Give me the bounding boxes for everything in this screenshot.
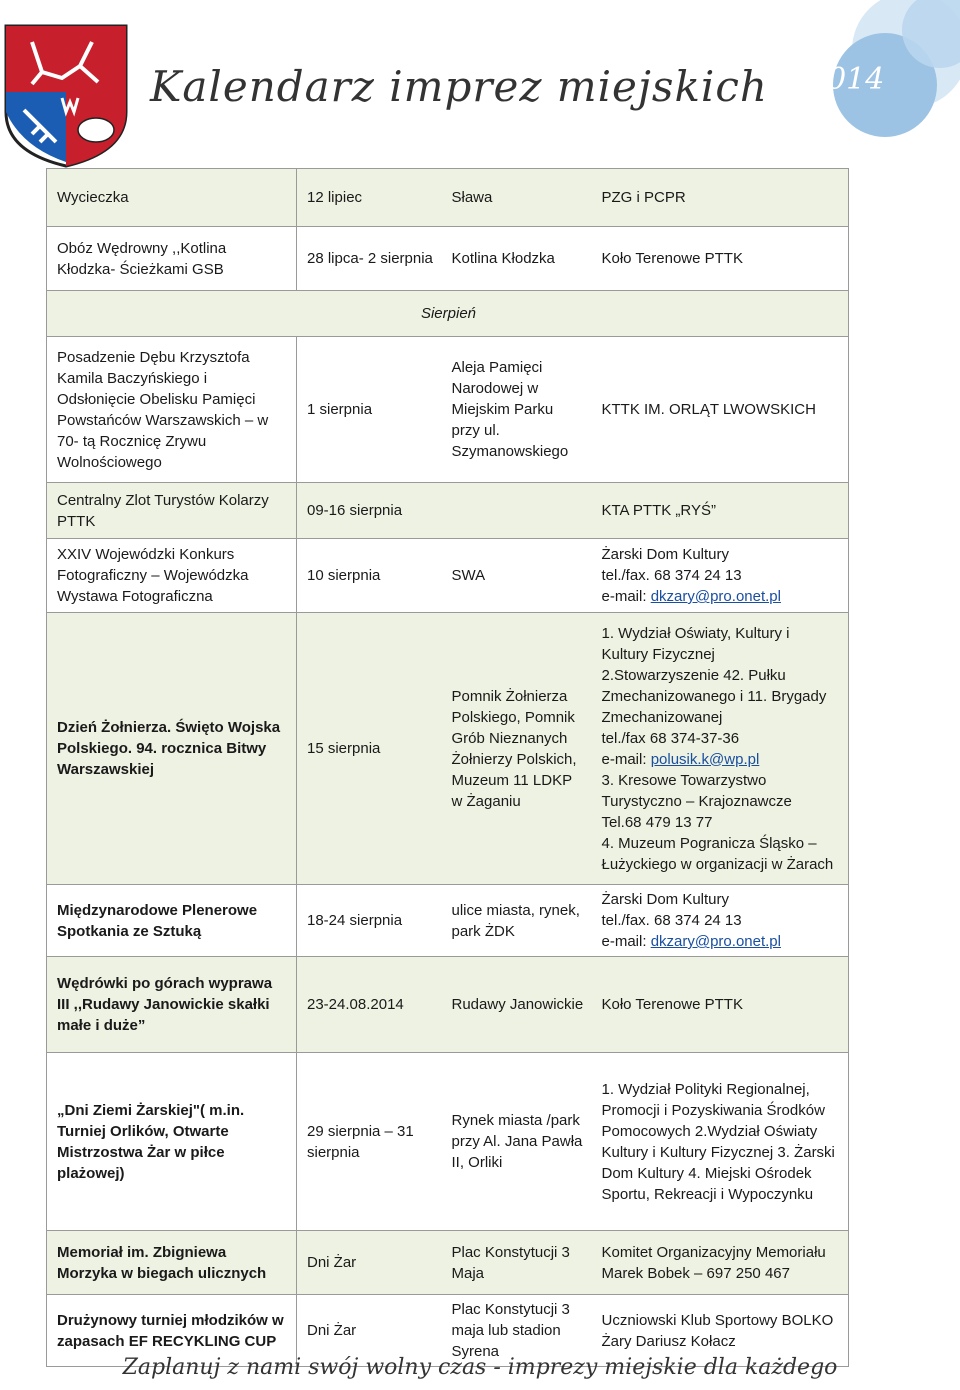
table-row — [47, 227, 849, 291]
organizer-item: 3. Kresowe Towarzystwo Turystyczno – Krajoznawcze — [601, 771, 792, 810]
page-footer: Zaplanuj z nami swój wolny czas - imprezy miejskie dla każdego — [122, 1355, 838, 1380]
table-row — [47, 337, 849, 483]
date-cell: Dni Żar — [297, 1295, 442, 1367]
event-cell: Wycieczka — [47, 169, 297, 227]
event-cell: Międzynarodowe Plenerowe Spotkania ze Sztuką — [47, 885, 297, 957]
organizer-cell: KTA PTTK „RYŚ” — [592, 483, 849, 539]
organizer-name: Żarski Dom Kultury — [601, 546, 730, 563]
event-cell: Centralny Zlot Turystów Kolarzy PTTK — [47, 483, 297, 539]
place-cell: Sława — [442, 169, 592, 227]
organizer-cell: Koło Terenowe PTTK — [592, 957, 849, 1053]
event-cell: Posadzenie Dębu Krzysztofa Kamila Baczyńskiego i Odsłonięcie Obelisku Pamięci Powstańców Warszawskich – w 70- tą Rocznicę Zrywu Wolnościowego — [47, 337, 297, 483]
organizer-cell: KTTK IM. ORLĄT LWOWSKICH — [592, 337, 849, 483]
date-cell: 29 sierpnia – 31 sierpnia — [297, 1053, 442, 1231]
table-row — [47, 1053, 849, 1231]
place-cell: SWA — [442, 539, 592, 613]
date-cell: 15 sierpnia — [297, 613, 442, 885]
organizer-cell: PZG i PCPR — [592, 169, 849, 227]
place-cell — [442, 483, 592, 539]
organizer-name: Żarski Dom Kultury — [601, 891, 730, 908]
table-row — [47, 483, 849, 539]
event-cell: Obóz Wędrowny ,,Kotlina Kłodzka- Ścieżkami GSB — [47, 227, 297, 291]
date-cell: 28 lipca- 2 sierpnia — [297, 227, 442, 291]
place-cell: Plac Konstytucji 3 maja lub stadion Syrena — [442, 1295, 592, 1367]
date-cell: 10 sierpnia — [297, 539, 442, 613]
organizer-cell: Koło Terenowe PTTK — [592, 227, 849, 291]
event-cell: Drużynowy turniej młodzików w zapasach EF RECYKLING CUP — [47, 1295, 297, 1367]
email-label: e-mail: — [601, 933, 651, 950]
email-link[interactable]: polusik.k@wp.pl — [650, 750, 760, 768]
organizer-item: 4. Muzeum Pogranicza Śląsko – Łużyckiego w organizacji w Żarach — [601, 834, 834, 873]
year-label: 2014 — [808, 62, 885, 97]
date-cell: 18-24 sierpnia — [297, 885, 442, 957]
date-cell: 12 lipiec — [297, 169, 442, 227]
organizer-phone: Tel.68 479 13 77 — [601, 813, 713, 831]
events-table — [46, 168, 849, 1367]
event-cell: XXIV Wojewódzki Konkurs Fotograficzny – Wojewódzka Wystawa Fotograficzna — [47, 539, 297, 613]
place-cell: ulice miasta, rynek, park ŻDK — [442, 885, 592, 957]
date-cell: 1 sierpnia — [297, 337, 442, 483]
page-number: 9 — [798, 38, 809, 58]
organizer-phone: tel./fax. 68 374 24 13 — [601, 567, 742, 584]
date-cell: 09-16 sierpnia — [297, 483, 442, 539]
organizer-item: 1. Wydział Oświaty, Kultury i Kultury Fizycznej — [601, 624, 790, 663]
place-cell: Rudawy Janowickie — [442, 957, 592, 1053]
organizer-cell — [592, 885, 849, 957]
table-row — [47, 539, 849, 613]
organizer-cell: Komitet Organizacyjny Memoriału Marek Bobek – 697 250 467 — [592, 1231, 849, 1295]
place-cell: Kotlina Kłodzka — [442, 227, 592, 291]
event-cell: Wędrówki po górach wyprawa III ,,Rudawy Janowickie skałki małe i duże” — [47, 957, 297, 1053]
organizer-email — [602, 749, 841, 770]
place-cell: Plac Konstytucji 3 Maja — [442, 1231, 592, 1295]
table-row — [47, 169, 849, 227]
table-row — [47, 885, 849, 957]
event-cell: Memoriał im. Zbigniewa Morzyka w biegach ulicznych — [47, 1231, 297, 1295]
date-cell: 23-24.08.2014 — [297, 957, 442, 1053]
organizer-cell: Uczniowski Klub Sportowy BOLKO Żary Dariusz Kołacz — [592, 1295, 849, 1367]
event-cell: „Dni Ziemi Żarskiej"( m.in. Turniej Orlików, Otwarte Mistrzostwa Żar w piłce plażowej) — [47, 1053, 297, 1231]
organizer-phone: tel./fax 68 374-37-36 — [601, 729, 740, 747]
table-row — [47, 613, 849, 885]
event-cell: Dzień Żołnierza. Święto Wojska Polskiego. 94. rocznica Bitwy Warszawskiej — [47, 613, 297, 885]
place-cell: Aleja Pamięci Narodowej w Miejskim Parku przy ul. Szymanowskiego — [442, 337, 592, 483]
month-header-row — [47, 291, 849, 337]
month-label: Sierpień — [47, 291, 849, 337]
organizer-item: 2.Stowarzyszenie 42. Pułku Zmechanizowanego i 11. Brygady Zmechanizowanej — [601, 666, 827, 726]
organizer-email — [602, 586, 841, 607]
email-label: e-mail: — [601, 750, 651, 768]
coat-of-arms-icon — [2, 22, 130, 168]
email-label: e-mail: — [601, 588, 651, 605]
organizer-email — [602, 931, 841, 952]
table-row — [47, 1231, 849, 1295]
organizer-cell — [592, 613, 849, 885]
email-link[interactable]: dkzary@pro.onet.pl — [650, 588, 781, 605]
organizer-phone: tel./fax. 68 374 24 13 — [601, 912, 742, 929]
organizer-cell — [592, 539, 849, 613]
date-cell: Dni Żar — [297, 1231, 442, 1295]
table-row — [47, 957, 849, 1053]
page-title: Kalendarz imprez miejskich — [150, 62, 768, 111]
email-link[interactable]: dkzary@pro.onet.pl — [650, 933, 781, 950]
organizer-cell: 1. Wydział Polityki Regionalnej, Promocji i Pozyskiwania Środków Pomocowych 2.Wydział Oświaty Kultury i Kultury Fizycznej 3. Żarski Dom Kultury 4. Miejski Ośrodek Sportu, Rekreacji i Wypoczynku — [592, 1053, 849, 1231]
page-header — [0, 0, 960, 170]
place-cell: Pomnik Żołnierza Polskiego, Pomnik Grób Nieznanych Żołnierzy Polskich, Muzeum 11 LDKP w Żaganiu — [442, 613, 592, 885]
place-cell: Rynek miasta /park przy Al. Jana Pawła II, Orliki — [442, 1053, 592, 1231]
